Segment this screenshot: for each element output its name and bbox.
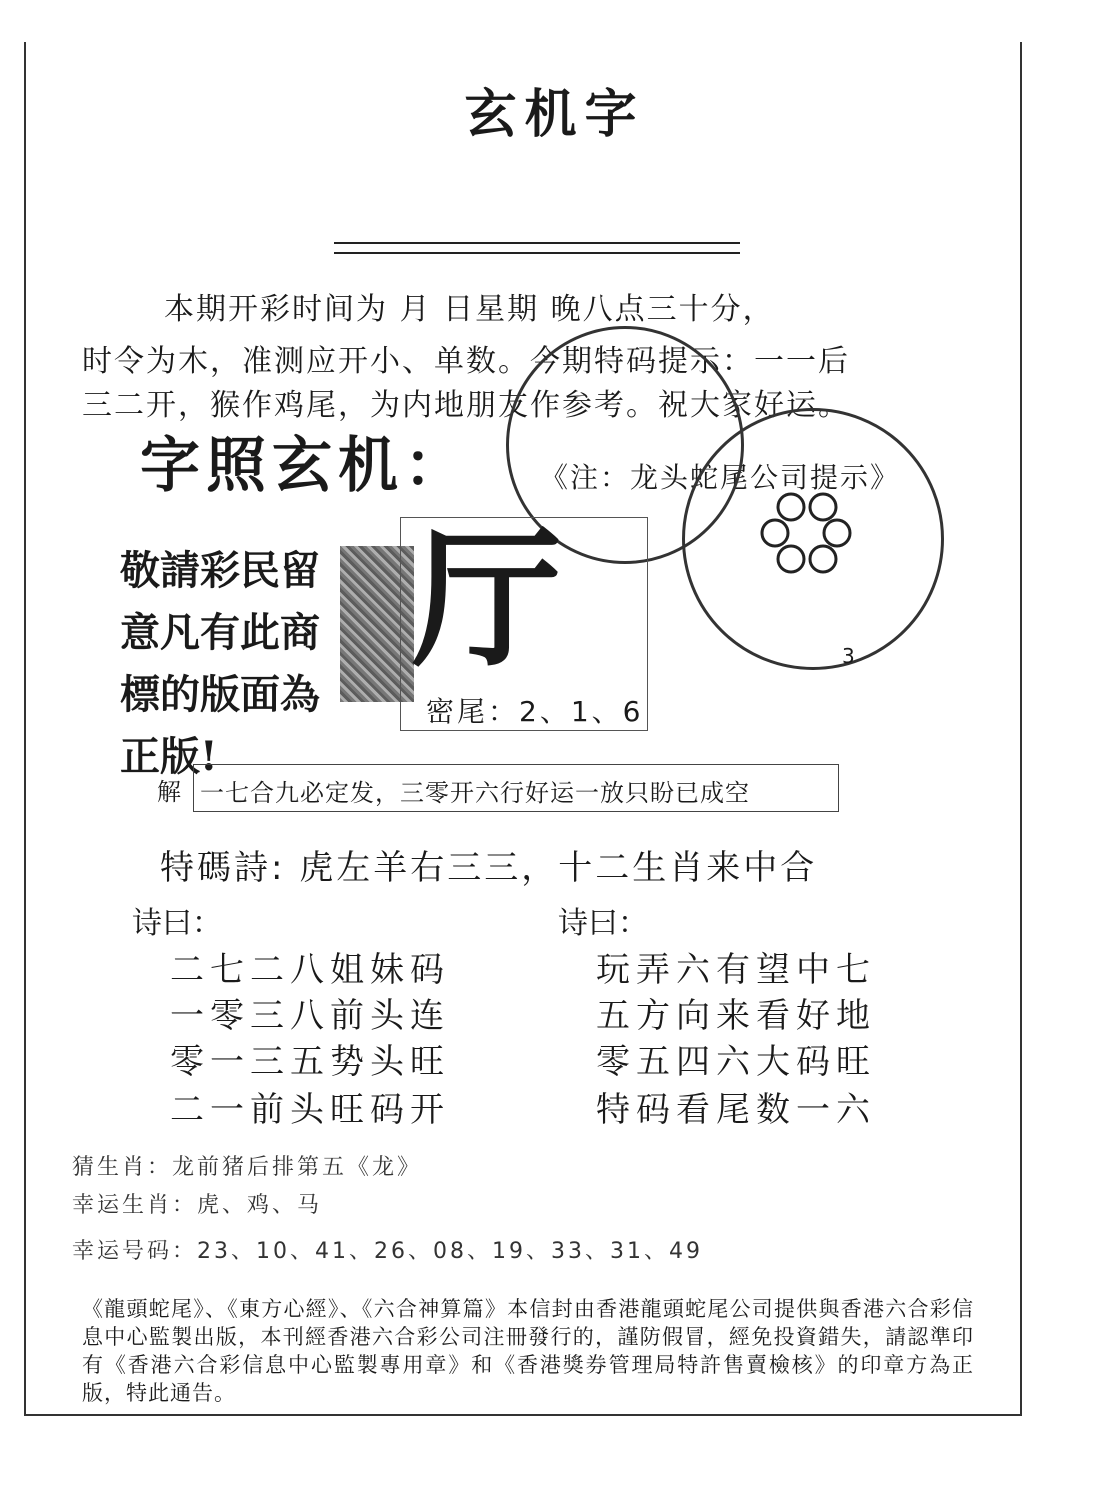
guess-zodiac: 猜生肖：龙前猪后排第五《龙》 bbox=[72, 1155, 423, 1180]
page-mark: 3 bbox=[842, 644, 855, 668]
title-rule-bottom bbox=[334, 252, 740, 254]
title-rule-top bbox=[334, 242, 740, 244]
poem-left-head: 诗曰： bbox=[132, 906, 222, 941]
seal-lottery-bureau bbox=[682, 408, 944, 670]
page-title: 玄机字 bbox=[464, 84, 645, 145]
headline: 字照玄机： bbox=[140, 431, 470, 501]
poem-left-line: 一零三八前头连 bbox=[170, 996, 450, 1036]
intro-line-3: 三二开，猴作鸡尾，为内地朋友作参考。祝大家好运。 bbox=[82, 388, 850, 423]
poem-right-line: 特码看尾数一六 bbox=[596, 1090, 876, 1130]
lucky-zodiac: 幸运生肖：虎、鸡、马 bbox=[72, 1193, 323, 1218]
poem-right-line: 零五四六大码旺 bbox=[596, 1042, 876, 1082]
mi-wei: 密尾：2、1、6 bbox=[426, 695, 644, 728]
footer-notice: 《龍頭蛇尾》、《東方心經》、《六合神算篇》本信封由香港龍頭蛇尾公司提供與香港六合彩信息中心監製出版，本刊經香港六合彩公司注冊發行的，謹防假冒，經免投資錯失，請認準印有《香港六合彩信息中心監製專用章》和《香港獎券管理局特許售賣檢核》的印章方為正版，特此通告。 bbox=[82, 1297, 974, 1405]
poem-right-line: 玩弄六有望中七 bbox=[596, 950, 876, 990]
lucky-numbers: 幸运号码：23、10、41、26、08、19、33、31、49 bbox=[72, 1239, 703, 1264]
jie-text: 一七合九必定发，三零开六行好运一放只盼已成空 bbox=[200, 779, 750, 807]
tema-poem: 特碼詩: 虎左羊右三三，十二生肖来中合 bbox=[160, 848, 818, 888]
poem-left-line: 二七二八姐妹码 bbox=[170, 950, 450, 990]
company-note: 《注：龙头蛇尾公司提示》 bbox=[540, 461, 901, 494]
poem-right-line: 五方向来看好地 bbox=[596, 996, 876, 1036]
mystery-glyph: 厅 bbox=[412, 512, 563, 688]
poem-right-head: 诗曰： bbox=[558, 906, 648, 941]
jie-label: 解 bbox=[157, 778, 181, 806]
authenticity-notice: 敬請彩民留意凡有此商標的版面為正版! bbox=[120, 547, 320, 780]
intro-line-1: 本期开彩时间为 月 日星期 晚八点三十分， bbox=[164, 292, 775, 327]
seal-rings-icon bbox=[685, 411, 941, 667]
poem-left-line: 零一三五势头旺 bbox=[170, 1042, 450, 1082]
intro-line-2: 时令为木，准测应开小、单数。今期特码提示：一一后 bbox=[82, 344, 850, 379]
poem-left-line: 二一前头旺码开 bbox=[170, 1090, 450, 1130]
